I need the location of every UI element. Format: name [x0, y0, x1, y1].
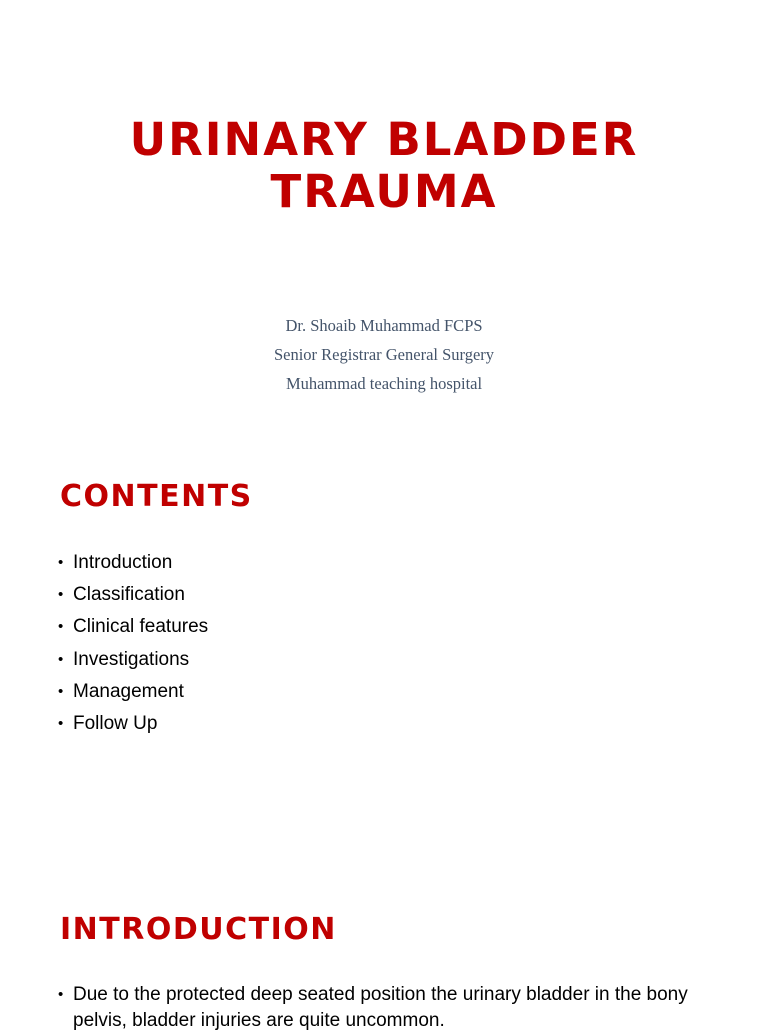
bullet-icon: • [58, 586, 64, 604]
list-item-text: Due to the protected deep seated position the urinary bladder in the bony pelvis, bladder injuries are quite uncommon. [73, 984, 688, 1031]
bullet-icon: • [58, 618, 64, 636]
title-line-1: URINARY BLADDER [129, 113, 639, 166]
bullet-icon: • [58, 682, 64, 700]
contents-heading: CONTENTS [60, 479, 253, 514]
author-institution: Muhammad teaching hospital [285, 374, 483, 393]
list-item [58, 614, 208, 646]
list-item-label: Management [73, 680, 184, 702]
bullet-icon: • [58, 554, 64, 571]
introduction-heading: INTRODUCTION [60, 912, 337, 947]
list-item [58, 582, 208, 614]
contents-list [58, 550, 208, 743]
list-item [58, 679, 208, 711]
list-item-label: Classification [73, 584, 185, 606]
title-slide [0, 0, 768, 450]
list-item-label: Investigations [73, 648, 190, 670]
introduction-slide [0, 870, 768, 1031]
introduction-list [58, 982, 708, 1034]
list-item [58, 711, 208, 743]
bullet-icon: • [58, 986, 64, 1003]
bullet-icon: • [58, 650, 64, 668]
presenter-info [0, 311, 768, 398]
list-item-label: Introduction [73, 552, 173, 573]
contents-slide [0, 450, 768, 870]
presentation-title [0, 114, 768, 218]
list-item-label: Follow Up [73, 712, 158, 734]
list-item [58, 647, 208, 679]
list-item [58, 550, 208, 582]
title-line-2: TRAUMA [270, 165, 498, 218]
author-position: Senior Registrar General Surgery [273, 345, 495, 364]
list-item [58, 982, 708, 1034]
bullet-icon: • [58, 714, 64, 732]
list-item-label: Clinical features [73, 616, 209, 638]
author-name: Dr. Shoaib Muhammad FCPS [285, 316, 483, 335]
